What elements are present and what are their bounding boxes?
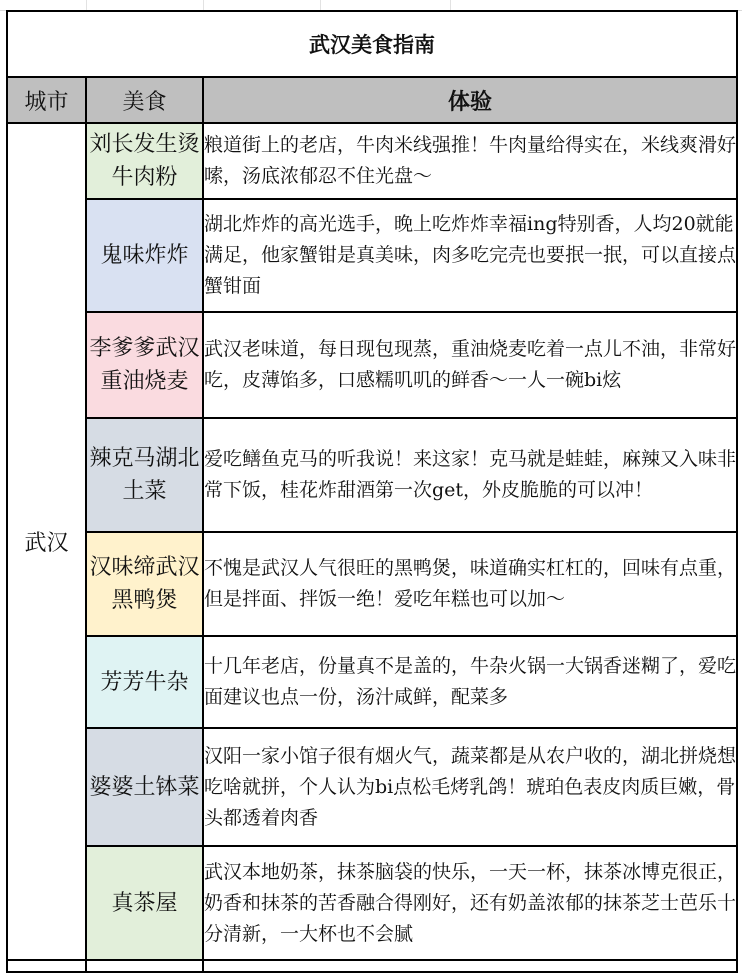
food-name-cell: 李爹爹武汉重油烧麦 [86, 312, 203, 418]
table-row [7, 123, 737, 199]
food-name-cell: 真茶屋 [86, 846, 203, 960]
experience-cell: 粮道街上的老店，牛肉米线强推！牛肉量给得实在，米线爽滑好嗦，汤底浓郁忍不住光盘～ [203, 123, 737, 199]
column-guide [450, 0, 451, 10]
experience-cell: 武汉本地奶茶，抹茶脑袋的快乐，一天一杯，抹茶冰博克很正，奶香和抹茶的苦香融合得刚好，还有奶盖浓郁的抹茶芝士芭乐十分清新，一大杯也不会腻 [203, 846, 737, 960]
food-name-cell: 汉味缔武汉黑鸭煲 [86, 532, 203, 636]
food-name-cell: 刘长发生烫牛肉粉 [86, 123, 203, 199]
table-row [7, 636, 737, 728]
column-guide [320, 0, 321, 10]
experience-cell: 武汉老味道，每日现包现蒸，重油烧麦吃着一点儿不油，非常好吃，皮薄馅多，口感糯叽叽的鲜香～一人一碗bi炫 [203, 312, 737, 418]
header-food: 美食 [86, 77, 203, 123]
column-guide [86, 0, 87, 10]
experience-cell: 汉阳一家小馆子很有烟火气，蔬菜都是从农户收的，湖北拼烧想吃啥就拼，个人认为bi点松毛烤乳鸽！琥珀色表皮肉质巨嫩，骨头都透着肉香 [203, 728, 737, 846]
table-row [7, 728, 737, 846]
empty-cell [86, 960, 203, 972]
food-name-cell: 婆婆土钵菜 [86, 728, 203, 846]
table-title: 武汉美食指南 [7, 11, 737, 77]
empty-cell [203, 960, 737, 972]
city-cell: 武汉 [7, 123, 86, 960]
experience-cell: 不愧是武汉人气很旺的黑鸭煲，味道确实杠杠的，回味有点重，但是拌面、拌饭一绝！爱吃年糕也可以加～ [203, 532, 737, 636]
experience-cell: 爱吃鳝鱼克马的听我说！来这家！克马就是蛙蛙，麻辣又入味非常下饭，桂花炸甜酒第一次get，外皮脆脆的可以冲！ [203, 418, 737, 532]
experience-cell: 十几年老店，份量真不是盖的，牛杂火锅一大锅香迷糊了，爱吃面建议也点一份，汤汁咸鲜，配菜多 [203, 636, 737, 728]
food-guide-table [6, 10, 738, 973]
table-row [7, 960, 737, 972]
table-row [7, 532, 737, 636]
table-row [7, 312, 737, 418]
header-experience: 体验 [203, 77, 737, 123]
food-name-cell: 鬼味炸炸 [86, 199, 203, 312]
table-row [7, 846, 737, 960]
experience-cell: 湖北炸炸的高光选手，晚上吃炸炸幸福ing特别香，人均20就能满足，他家蟹钳是真美味，肉多吃完壳也要抿一抿，可以直接点蟹钳面 [203, 199, 737, 312]
food-name-cell: 辣克马湖北土菜 [86, 418, 203, 532]
header-city: 城市 [7, 77, 86, 123]
food-name-cell: 芳芳牛杂 [86, 636, 203, 728]
table-row [7, 418, 737, 532]
column-guide [203, 0, 204, 10]
table-row [7, 199, 737, 312]
empty-cell [7, 960, 86, 972]
